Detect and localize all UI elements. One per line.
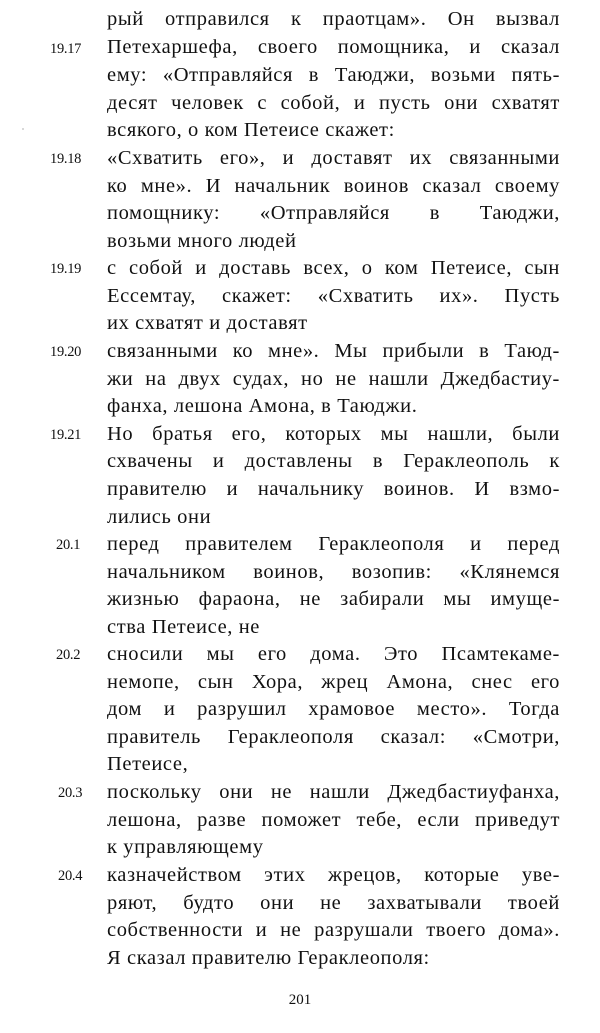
text-line: возьми много людей [107, 230, 297, 252]
verse-number: 20.1 [56, 537, 81, 553]
text-line: немопе, сын Хора, жрец Амона, снес его [107, 671, 560, 693]
text-line: Петеисе, [107, 753, 189, 775]
text-line: десят человек с собой, и пусть они схватят [107, 92, 560, 114]
text-line: Но братья его, которых мы нашли, были [107, 423, 560, 445]
text-line: ряют, будто они не захватывали твоей [107, 892, 560, 914]
verse-number: 20.2 [56, 647, 81, 663]
text-line: фанха, лешона Амона, в Таюджи. [107, 395, 418, 417]
text-line: Ессемтау, скажет: «Схватить их». Пусть [107, 285, 560, 307]
text-line: Петехаршефа, своего помощника, и сказал [107, 36, 560, 58]
text-line: сносили мы его дома. Это Псамтекаме- [107, 643, 560, 665]
text-line: ства Петеисе, не [107, 616, 260, 638]
text-line: дом и разрушил храмовое место». Тогда [107, 698, 560, 720]
text-line: рый отправился к праотцам». Он вызвал [107, 8, 560, 30]
text-line: правитель Гераклеополя сказал: «Смотри, [107, 726, 560, 748]
verse-number: 20.4 [58, 868, 83, 884]
verse-number: 19.19 [50, 261, 82, 277]
text-line: Я сказал правителю Гераклеополя: [107, 947, 430, 969]
text-line: поскольку они не нашли Джедбастиуфанха, [107, 781, 560, 803]
text-line: лились они [107, 506, 212, 528]
text-line: схвачены и доставлены в Гераклеополь к [107, 450, 560, 472]
verse-number: 19.21 [50, 427, 82, 443]
text-line: собственности и не разрушали твоего дома». [107, 919, 560, 941]
scan-speck [22, 128, 24, 130]
text-line: жизнью фараона, не забирали мы имуще- [107, 588, 560, 610]
verse-number: 19.20 [50, 344, 82, 360]
text-line: правителю и начальнику воинов. И взмо- [107, 478, 560, 500]
text-line: с собой и доставь всех, о ком Петеисе, сын [107, 257, 560, 279]
text-line: связанными ко мне». Мы прибыли в Таюд- [107, 340, 560, 362]
text-line: к управляющему [107, 836, 264, 858]
text-line: «Схватить его», и доставят их связанными [107, 147, 560, 169]
text-line: казначейством этих жрецов, которые уве- [107, 864, 560, 886]
text-line: их схватят и доставят [107, 312, 308, 334]
text-line: лешона, разве поможет тебе, если приведут [107, 809, 560, 831]
text-line: помощнику: «Отправляйся в Таюджи, [107, 202, 560, 224]
verse-number: 19.18 [50, 151, 82, 167]
text-line: перед правителем Гераклеополя и перед [107, 533, 560, 555]
text-line: ему: «Отправляйся в Таюджи, возьми пять- [107, 64, 560, 86]
verse-number: 20.3 [58, 785, 83, 801]
verse-number: 19.17 [50, 41, 82, 57]
text-line: ко мне». И начальник воинов сказал своему [107, 175, 560, 197]
text-line: начальником воинов, возопив: «Клянемся [107, 561, 560, 583]
text-line: всякого, о ком Петеисе скажет: [107, 119, 395, 141]
text-line: жи на двух судах, но не нашли Джедбастиу- [107, 368, 560, 390]
page-number: 201 [288, 992, 312, 1008]
